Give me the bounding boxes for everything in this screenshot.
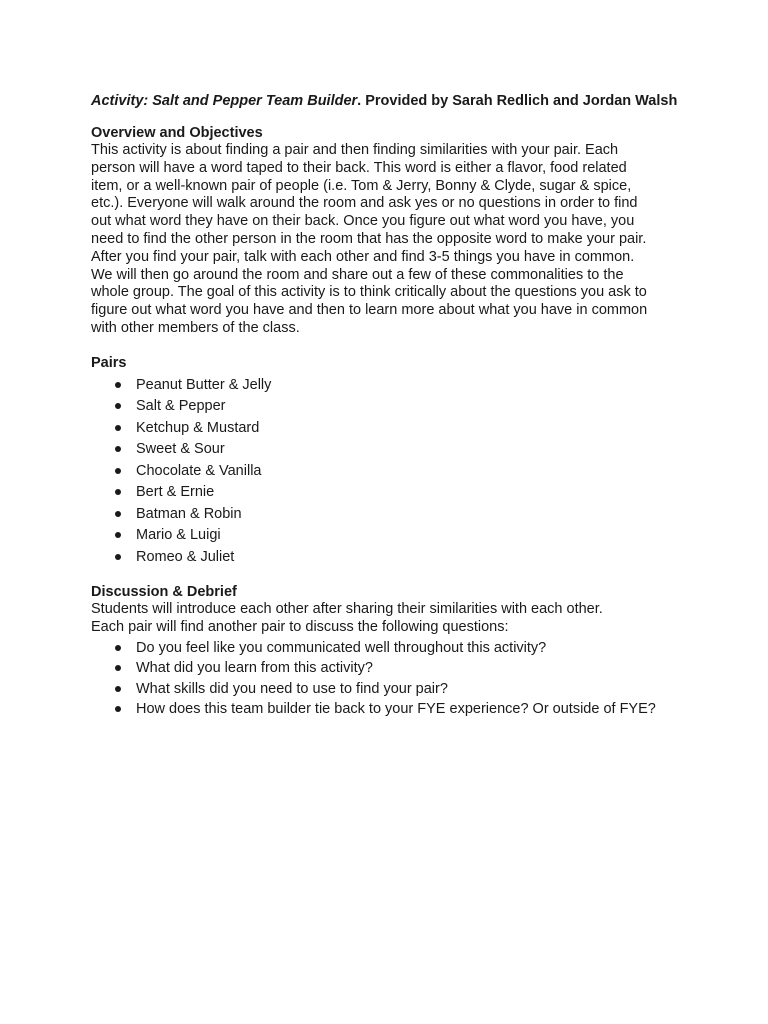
- list-item: [91, 375, 681, 397]
- list-item: [91, 638, 681, 659]
- list-item: [91, 482, 681, 504]
- list-item: [91, 547, 681, 569]
- provided-by: . Provided by Sarah Redlich and Jordan Walsh: [357, 93, 678, 109]
- question-text: What did you learn from this activity?: [136, 660, 373, 677]
- activity-name: Activity: Salt and Pepper Team Builder: [91, 93, 358, 109]
- list-item: [91, 679, 681, 700]
- bullet-icon: [115, 511, 121, 517]
- bullet-icon: [115, 425, 121, 431]
- overview-line: person will have a word taped to their back. This word is either a flavor, food related: [91, 159, 627, 176]
- bullet-icon: [115, 665, 121, 671]
- bullet-icon: [115, 686, 121, 692]
- bullet-icon: [115, 706, 121, 712]
- pairs-list: [91, 375, 681, 569]
- discussion-section: [91, 583, 681, 720]
- list-item: [91, 396, 681, 418]
- document-title: [91, 92, 681, 110]
- overview-heading: Overview and Objectives: [91, 125, 263, 141]
- pair-label: Salt & Pepper: [136, 398, 226, 415]
- discussion-line: Each pair will find another pair to discuss the following questions:: [91, 619, 509, 636]
- pair-label: Mario & Luigi: [136, 527, 221, 544]
- list-item: [91, 699, 681, 720]
- pair-label: Sweet & Sour: [136, 441, 225, 458]
- pair-label: Batman & Robin: [136, 505, 242, 522]
- pair-label: Chocolate & Vanilla: [136, 462, 262, 479]
- bullet-icon: [115, 468, 121, 474]
- overview-line: out what word they have on their back. Once you figure out what word you have, you: [91, 213, 635, 230]
- list-item: [91, 525, 681, 547]
- bullet-icon: [115, 382, 121, 388]
- overview-line: with other members of the class.: [91, 319, 300, 336]
- pair-label: Peanut Butter & Jelly: [136, 376, 272, 393]
- bullet-icon: [115, 532, 121, 538]
- list-item: [91, 461, 681, 483]
- bullet-icon: [115, 446, 121, 452]
- pairs-section: [91, 354, 681, 569]
- bullet-icon: [115, 489, 121, 495]
- pair-label: Ketchup & Mustard: [136, 419, 260, 436]
- overview-line: This activity is about finding a pair and then finding similarities with your pair. Each: [91, 142, 619, 158]
- overview-line: need to find the other person in the room that has the opposite word to make your pair.: [91, 230, 647, 247]
- overview-section: [91, 124, 681, 338]
- list-item: [91, 418, 681, 440]
- overview-paragraph: [91, 142, 681, 338]
- list-item: [91, 439, 681, 461]
- overview-line: whole group. The goal of this activity is to think critically about the questions you ask to: [91, 284, 647, 301]
- overview-line: After you find your pair, talk with each other and find 3-5 things you have in common.: [91, 248, 635, 265]
- question-text: What skills did you need to use to find your pair?: [136, 680, 448, 697]
- discussion-heading: Discussion & Debrief: [91, 584, 237, 601]
- pairs-heading: Pairs: [91, 354, 127, 371]
- overview-line: figure out what word you have and then to learn more about what you have in common: [91, 302, 648, 319]
- document-page: [91, 92, 681, 720]
- question-text: Do you feel like you communicated well throughout this activity?: [136, 639, 547, 656]
- questions-list: [91, 638, 681, 720]
- bullet-icon: [115, 645, 121, 651]
- list-item: [91, 658, 681, 679]
- bullet-icon: [115, 403, 121, 409]
- pair-label: Romeo & Juliet: [136, 548, 235, 565]
- overview-line: item, or a well-known pair of people (i.e. Tom & Jerry, Bonny & Clyde, sugar & spice,: [91, 177, 632, 194]
- bullet-icon: [115, 554, 121, 560]
- discussion-line: Students will introduce each other after sharing their similarities with each other.: [91, 601, 603, 618]
- pair-label: Bert & Ernie: [136, 484, 215, 501]
- question-text: How does this team builder tie back to your FYE experience? Or outside of FYE?: [136, 701, 656, 718]
- list-item: [91, 504, 681, 526]
- overview-line: etc.). Everyone will walk around the room and ask yes or no questions in order to find: [91, 195, 638, 212]
- overview-line: We will then go around the room and share out a few of these commonalities to the: [91, 266, 624, 283]
